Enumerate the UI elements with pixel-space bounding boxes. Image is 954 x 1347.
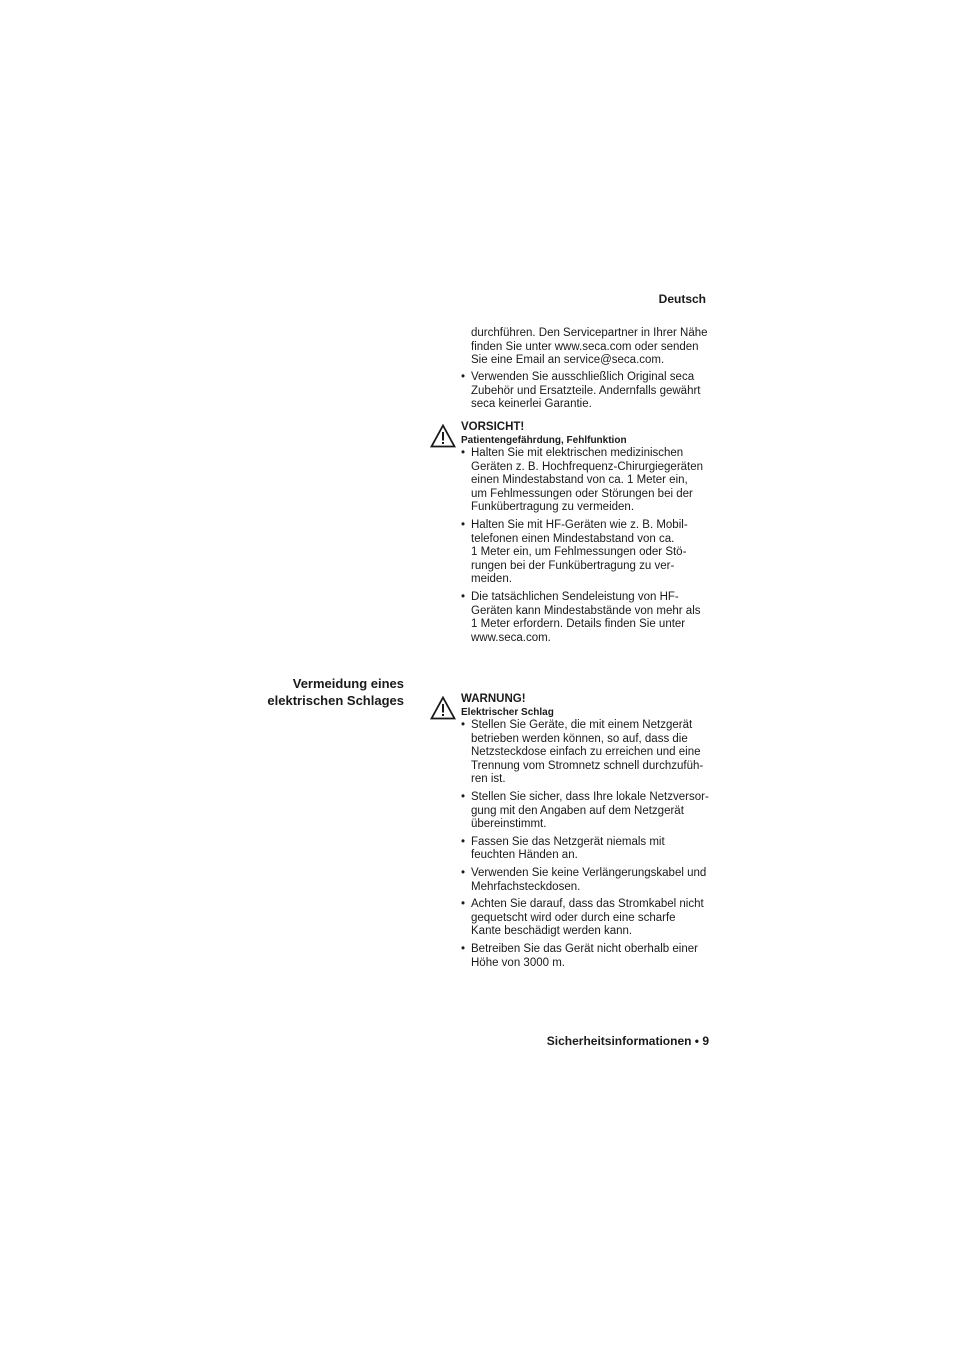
language-header: Deutsch [658, 292, 706, 306]
warning-title: WARNUNG! [461, 693, 526, 705]
bullet-dot: • [461, 942, 466, 955]
text-line: Geräten z. B. Hochfrequenz-Chirurgiegeräten [471, 460, 704, 473]
text-line: Halten Sie mit elektrischen medizinischen [471, 447, 684, 459]
warning-subtitle: Elektrischer Schlag [461, 707, 554, 718]
bullet-item [461, 791, 721, 832]
text-line: meiden. [471, 573, 512, 586]
bullet-item [461, 371, 954, 412]
text-line: Trennung vom Stromnetz schnell durchzufüh- [471, 759, 704, 772]
text-line: Geräten kann Mindestabstände von mehr als [471, 604, 701, 617]
bullet-dot: • [461, 866, 466, 879]
bullet-dot: • [461, 371, 466, 383]
text-line: Zubehör und Ersatzteile. Andernfalls gewährt [471, 384, 701, 397]
caution-block [461, 420, 721, 645]
bullet-dot: • [461, 518, 466, 531]
text-line: rungen bei der Funkübertragung zu ver- [471, 559, 675, 572]
bullet-dot: • [461, 447, 466, 459]
bullet-item [461, 519, 721, 587]
bullet-item [461, 898, 721, 939]
text-line: betrieben werden können, so auf, dass die [471, 732, 688, 745]
text-line: Die tatsächlichen Sendeleistung von HF- [471, 590, 679, 603]
text-line: um Fehlmessungen oder Störungen bei der [471, 487, 693, 500]
text-line: Achten Sie darauf, dass das Stromkabel nicht [471, 898, 704, 911]
text-line: 1 Meter erfordern. Details finden Sie unter [471, 618, 686, 631]
text-line: Kante beschädigt werden kann. [471, 925, 633, 938]
text-line: Funkübertragung zu vermeiden. [471, 501, 635, 514]
warning-triangle-icon [430, 424, 456, 448]
text-line: Mehrfachsteckdosen. [471, 880, 581, 893]
text-line: Stellen Sie sicher, dass Ihre lokale Netzversor- [471, 790, 709, 803]
bullet-dot: • [461, 835, 466, 848]
text-line: ren ist. [471, 773, 506, 786]
section-title-line: Vermeidung eines [292, 676, 404, 691]
text-line: Halten Sie mit HF-Geräten wie z. B. Mobil- [471, 518, 688, 531]
intro-block [471, 327, 708, 368]
bullet-item [461, 943, 721, 970]
text-line: Höhe von 3000 m. [471, 956, 565, 969]
text-line: gung mit den Angaben auf dem Netzgerät [471, 804, 684, 817]
caution-subtitle: Patientengefährdung, Fehlfunktion [461, 435, 627, 446]
text-line: Stellen Sie Geräte, die mit einem Netzgerät [471, 719, 693, 731]
bullet-dot: • [461, 719, 466, 731]
text-line: durchführen. Den Servicepartner in Ihrer Nähe [471, 327, 708, 339]
text-line: einen Mindestabstand von ca. 1 Meter ein, [471, 474, 688, 487]
bullet-item [461, 591, 721, 645]
caution-title: VORSICHT! [461, 421, 525, 433]
page-footer: Sicherheitsinformationen • 9 [546, 1034, 709, 1048]
section-title [204, 676, 404, 709]
bullet-dot: • [461, 790, 466, 803]
text-line: telefonen einen Mindestabstand von ca. [471, 532, 675, 545]
text-line: feuchten Händen an. [471, 849, 578, 862]
bullet-item [461, 719, 721, 787]
text-line: finden Sie unter www.seca.com oder senden [471, 340, 699, 353]
bullet-dot: • [461, 590, 466, 603]
bullet-item [461, 867, 721, 894]
text-line: übereinstimmt. [471, 818, 547, 831]
text-line: Verwenden Sie keine Verlängerungskabel und [471, 866, 707, 879]
text-line: 1 Meter ein, um Fehlmessungen oder Stö- [471, 546, 687, 559]
bullet-dot: • [461, 898, 466, 911]
text-line: gequetscht wird oder durch eine scharfe [471, 911, 676, 924]
warning-block [461, 692, 721, 970]
text-line: Netzsteckdose einfach zu erreichen und eine [471, 746, 701, 759]
text-line: www.seca.com. [471, 631, 551, 644]
bullet-item [461, 447, 721, 515]
text-line: Fassen Sie das Netzgerät niemals mit [471, 835, 665, 848]
bullet-item [461, 836, 721, 863]
text-line: seca keinerlei Garantie. [471, 398, 592, 411]
text-line: Verwenden Sie ausschließlich Original seca [471, 371, 695, 383]
section-title-line: elektrischen Schlages [267, 692, 404, 708]
text-line: Sie eine Email an service@seca.com. [471, 354, 665, 367]
warning-triangle-icon [430, 696, 456, 720]
text-line: Betreiben Sie das Gerät nicht oberhalb einer [471, 942, 698, 955]
